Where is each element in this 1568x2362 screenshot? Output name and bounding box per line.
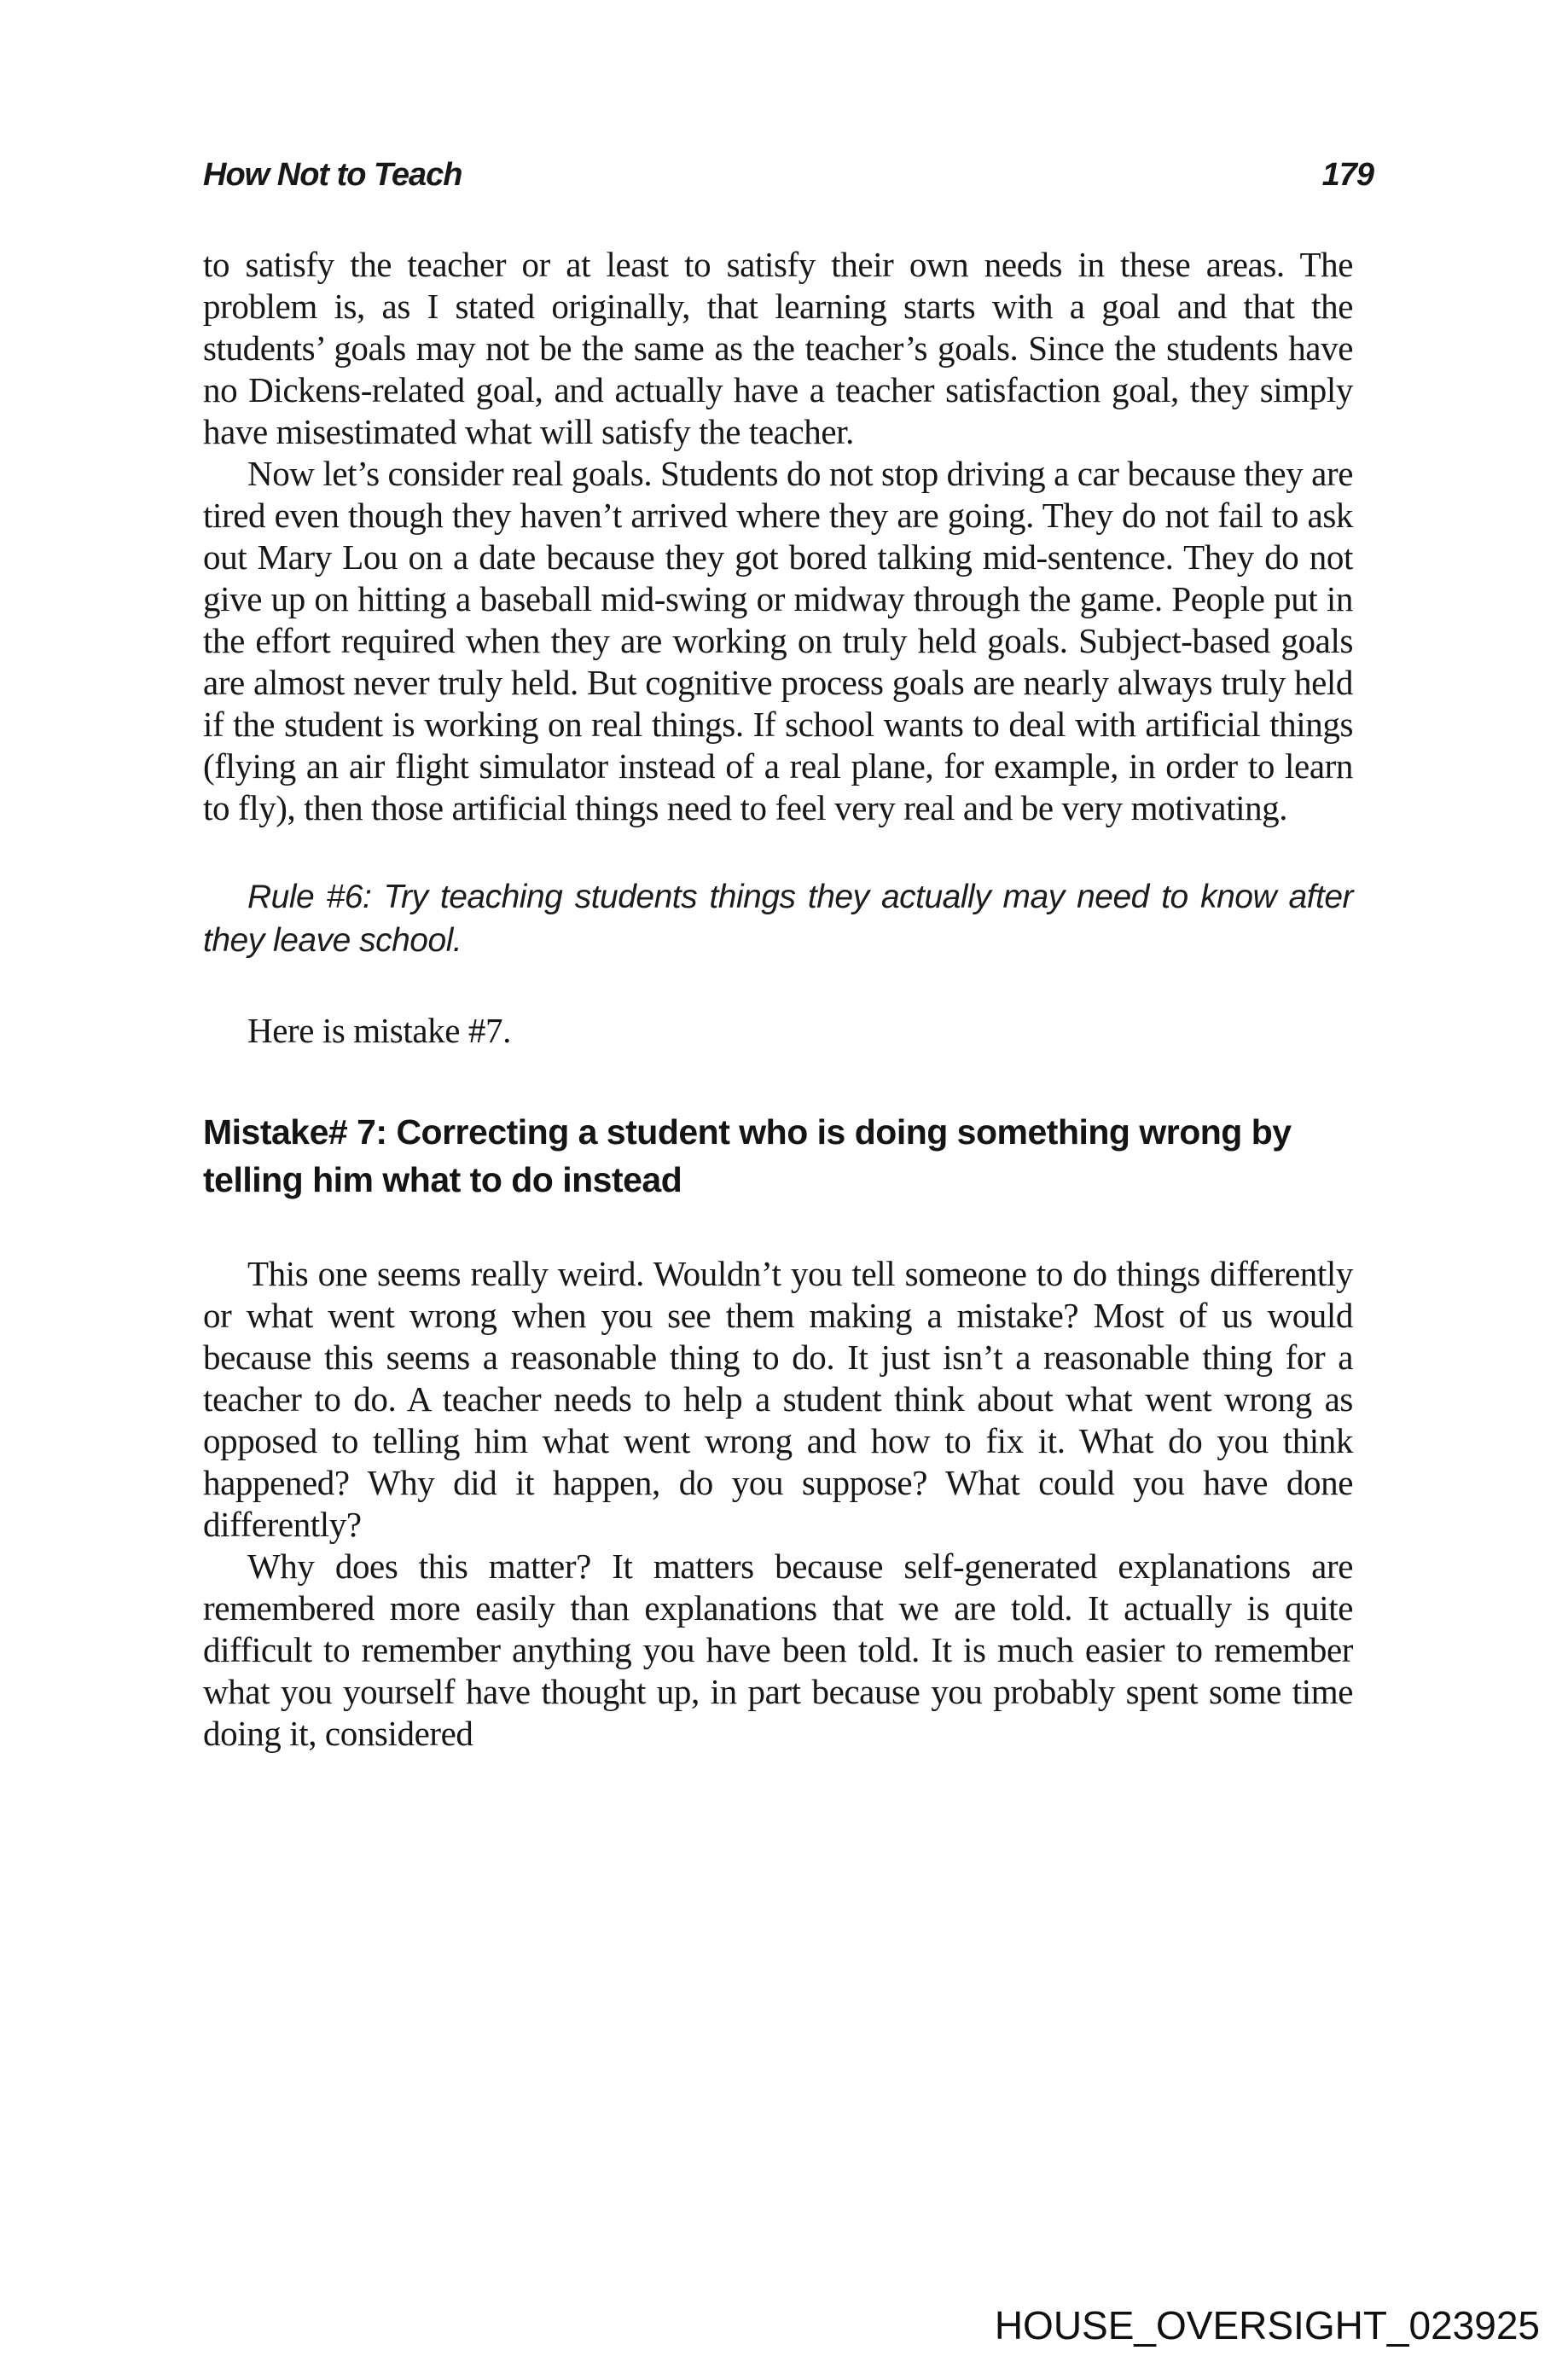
paragraph-real-goals: Now let’s consider real goals. Students do not stop driving a car because they are tired even though they haven’t arrived where they are going. They do not fail to ask out Mary Lou on a date because they got bored talking mid-sentence. They do not give up on hitting a baseball mid-swing or midway through the game. People put in the effort required when they are working on truly held goals. Subject-based goals are almost never truly held. But cognitive process goals are nearly always truly held if the student is working on real things. If school wants to deal with artificial things (flying an air flight simulator instead of a real plane, for example, in order to learn to fly), then those artificial things need to feel very real and be very motivating. <box>203 454 1353 827</box>
rule-6-quote: Rule #6: Try teaching students things they actually may need to know after they leave school. <box>203 879 1353 959</box>
running-header <box>203 157 1373 194</box>
paragraph-this-one-seems-weird: This one seems really weird. Wouldn’t you tell someone to do things differently or what went wrong when you see them making a mistake? Most of us would because this seems a reasonable thing to do. It just isn’t a reasonable thing for a teacher to do. A teacher needs to help a student think about what went wrong as opposed to telling him what went wrong and how to fix it. What do you think happened? Why did it happen, do you suppose? What could you have done differently? <box>203 1254 1353 1544</box>
body-text-block <box>203 244 1353 1755</box>
page-footer <box>995 2302 1540 2348</box>
mistake-7-lead-in: Here is mistake #7. <box>247 1011 511 1050</box>
paragraph-continuation: to satisfy the teacher or at least to satisfy their own needs in these areas. The problem is, as I stated originally, that learning starts with a goal and that the students’ goals may not be the same as the teacher’s goals. Since the students have no Dickens-related goal, and actually have a teacher satisfaction goal, they simply have misestimated what will satisfy the teacher. <box>203 245 1353 451</box>
page-number: 179 <box>1321 157 1373 193</box>
bates-number: HOUSE_OVERSIGHT_023925 <box>994 2303 1540 2347</box>
mistake-7-heading: Mistake# 7: Correcting a student who is doing something wrong by telling him what to do instead <box>203 1112 1292 1199</box>
running-header-title: How Not to Teach <box>203 157 462 193</box>
paragraph-why-does-this-matter: Why does this matter? It matters because self-generated explanations are remembered more easily than explanations that we are told. It actually is quite difficult to remember anything you have been told. It is much easier to remember what you yourself have thought up, in part because you probably spent some time doing it, considered <box>203 1547 1353 1753</box>
